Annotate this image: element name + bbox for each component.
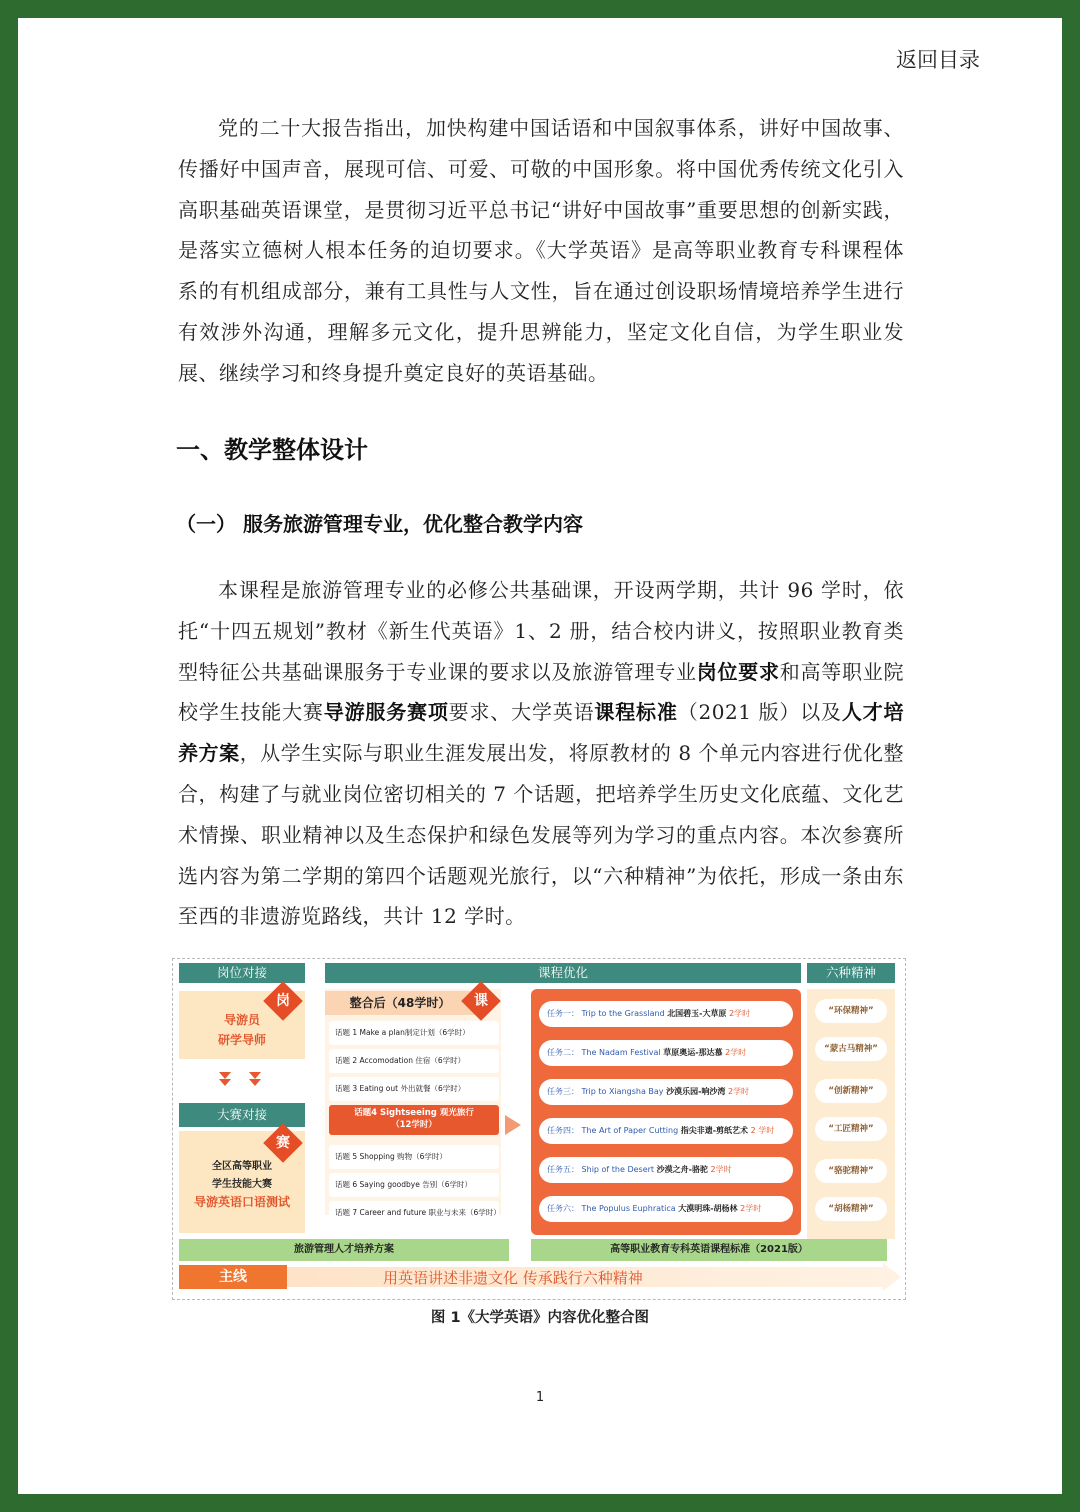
document-page (18, 18, 1062, 1494)
task-cn: 大漠明珠-胡杨林 (678, 1204, 738, 1213)
topic-item-highlighted (329, 1105, 499, 1135)
topic-item: 话题 7 Career and future 职业与未来（6学时） (329, 1201, 499, 1225)
spirits-panel (807, 989, 895, 1239)
body-bold-3: 课程标准 (594, 700, 678, 725)
spirit-item: “环保精神” (815, 999, 887, 1023)
header-job: 岗位对接 (179, 963, 305, 983)
body-block (178, 570, 904, 937)
body-bold-4: 人才培养方案 (178, 700, 905, 766)
topic-item: 话题 6 Saying goodbye 告别（6学时） (329, 1173, 499, 1197)
task-en: Ship of the Desert (581, 1165, 655, 1174)
body-bold-2: 导游服务赛项 (323, 700, 449, 725)
header-spirits: 六种精神 (807, 963, 895, 983)
main-line-label: 主线 (179, 1265, 287, 1289)
spirit-item: “骆驼精神” (815, 1159, 887, 1183)
talent-plan-bar: 旅游管理人才培养方案 (179, 1239, 509, 1261)
task-hours: 2学时 (740, 1204, 762, 1213)
body-paragraph (178, 570, 904, 937)
job-badge-text: 岗 (276, 993, 290, 1009)
spirit-item: “蒙古马精神” (815, 1037, 887, 1061)
body-text-2: 和高等职业院校学生技能大赛 (178, 659, 904, 725)
topic-item: 话题 2 Accomodation 住宿（6学时） (329, 1049, 499, 1073)
task-label: 任务四： (547, 1126, 579, 1135)
task-label: 任务二： (547, 1048, 579, 1057)
task-item (539, 1118, 793, 1144)
course-header: 整合后（48学时） (325, 991, 475, 1015)
topic-item: 话题 3 Eating out 外出就餐（6学时） (329, 1077, 499, 1101)
content-integration-figure (172, 958, 906, 1300)
intro-paragraph: 党的二十大报告指出，加快构建中国话语和中国叙事体系，讲好中国故事、传播好中国声音，展现可信、可爱、可敬的中国形象。将中国优秀传统文化引入高职基础英语课堂，是贯彻习近平总书记“讲好中国故事”重要思想的创新实践，是落实立德树人根本任务的迫切要求。《大学英语》是高等职业教育专科课程体系的有机组成部分，兼有工具性与人文性，旨在通过创设职场情境培养学生进行有效涉外沟通，理解多元文化，提升思辨能力，坚定文化自信，为学生职业发展、继续学习和终身提升奠定良好的英语基础。 (178, 116, 904, 385)
job-role-1: 导游员 (223, 1013, 260, 1027)
main-line-text: 用英语讲述非遗文化 传承践行六种精神 (383, 1269, 643, 1287)
spirit-item: “胡杨精神” (815, 1197, 887, 1221)
arrow-right-icon (505, 1115, 521, 1135)
body-text-3: 要求、大学英语 (448, 700, 595, 725)
task-en: Trip to the Grassland (581, 1009, 665, 1018)
chevron-down-icon (219, 1079, 231, 1086)
task-en: The Populus Euphratica (581, 1204, 676, 1213)
spirit-item: “创新精神” (815, 1079, 887, 1103)
back-to-toc-link[interactable]: 返回目录 (896, 48, 980, 72)
task-hours: 2学时 (729, 1009, 751, 1018)
task-item (539, 1157, 793, 1183)
task-cn: 北国碧玉-大草原 (667, 1009, 727, 1018)
task-en: Trip to Xiangsha Bay (581, 1087, 664, 1096)
task-label: 任务一： (547, 1009, 579, 1018)
task-label: 任务五： (547, 1165, 579, 1174)
task-label: 任务三： (547, 1087, 579, 1096)
section-heading: 一、教学整体设计 (176, 436, 368, 464)
task-en: The Art of Paper Cutting (581, 1126, 679, 1135)
body-text-1: 本课程是旅游管理专业的必修公共基础课，开设两学期，共计 96 学时，依托“十四五规划”教材《新生代英语》1、2 册，结合校内讲义，按照职业教育类型特征公共基础课服务于专业课的要求以及旅游管理专业 (178, 578, 904, 684)
figure-caption: 图 1《大学英语》内容优化整合图 (430, 1310, 650, 1326)
contest-line-1: 全区高等职业 (212, 1161, 272, 1172)
contest-highlight: 导游英语口语测试 (193, 1195, 290, 1209)
contest-line-2: 学生技能大赛 (212, 1179, 272, 1190)
task-hours: 2学时 (725, 1048, 747, 1057)
body-text-5: ，从学生实际与职业生涯发展出发，将原教材的 8 个单元内容进行优化整合，构建了与就业岗位密切相关的 7 个话题，把培养学生历史文化底蕴、文化艺术情操、职业精神以及生态保护和绿色发展等列为学习的重点内容。本次参赛所选内容为第二学期的第四个话题观光旅行，以“六种精神”为依托，形成一条由东至西的非遗游览路线，共计 12 学时。 (178, 741, 904, 929)
task-hours: 2学时 (710, 1165, 732, 1174)
chevron-down-icon (219, 1072, 231, 1079)
spirit-item: “工匠精神” (815, 1117, 887, 1141)
task-label: 任务六： (547, 1204, 579, 1213)
page-number: 1 (535, 1390, 545, 1405)
task-hours: 2学时 (727, 1087, 750, 1096)
task-cn: 沙漠乐园-响沙湾 (666, 1087, 726, 1096)
topic-item: 话题 5 Shopping 购物（6学时） (329, 1145, 499, 1169)
tasks-panel (531, 989, 801, 1235)
body-bold-1: 岗位要求 (696, 659, 780, 684)
task-item (539, 1040, 793, 1066)
contest-badge-text: 赛 (276, 1135, 290, 1151)
chevron-down-icon (249, 1079, 261, 1086)
task-en: The Nadam Festival (581, 1048, 661, 1057)
course-badge-text: 课 (474, 993, 488, 1009)
header-contest: 大赛对接 (179, 1103, 305, 1127)
curriculum-standard-bar: 高等职业教育专科英语课程标准（2021版） (531, 1239, 887, 1261)
topic-item: 话题 1 Make a plan制定计划（6学时） (329, 1021, 499, 1045)
job-role-2: 研学导师 (217, 1033, 266, 1047)
task-item (539, 1079, 793, 1105)
subsection-heading: （一） 服务旅游管理专业，优化整合教学内容 (176, 512, 583, 536)
chevron-down-icon (249, 1072, 261, 1079)
task-item (539, 1001, 793, 1027)
task-item (539, 1196, 793, 1222)
task-hours: 2 学时 (750, 1126, 775, 1135)
intro-block (178, 108, 904, 394)
body-text-4: （2021 版）以及 (677, 700, 842, 725)
task-cn: 草原奥运-那达慕 (663, 1048, 723, 1057)
topic-4-title: 话题4 Sightseeing 观光旅行 (354, 1108, 474, 1118)
header-course: 课程优化 (325, 963, 801, 983)
task-cn: 沙漠之舟-骆驼 (656, 1165, 708, 1174)
task-cn: 指尖非遗-剪纸艺术 (680, 1126, 749, 1135)
topic-4-hours: （12学时） (391, 1120, 437, 1130)
